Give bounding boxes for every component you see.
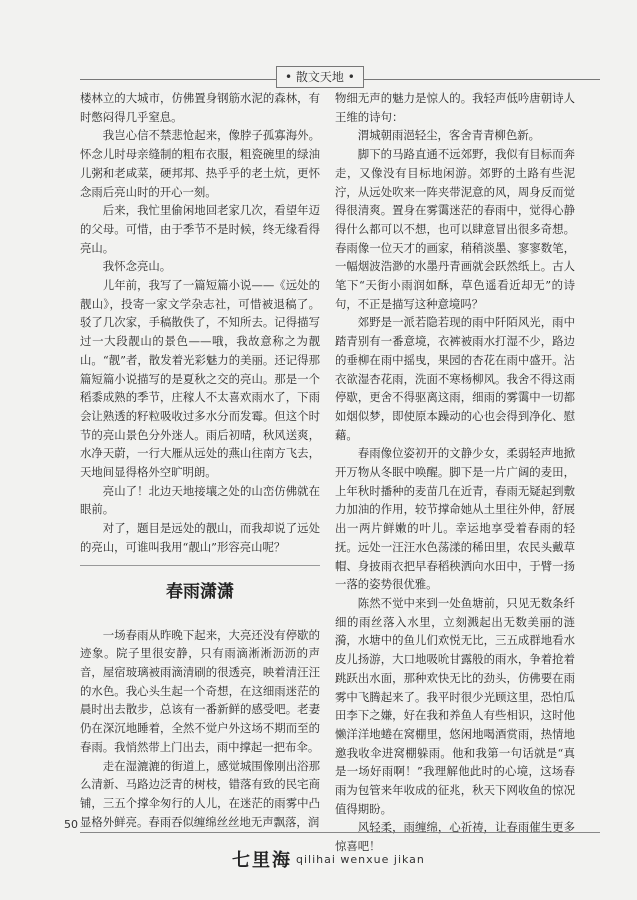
left-column [80, 89, 320, 831]
paragraph: 后来，我忙里偷闲地回老家几次，看望年迈的父母。可惜，由于季节不是时候，终无缘看得亮山。 [80, 203, 320, 255]
paragraph: 物细无声的魅力是惊人的。我轻声低吟唐朝诗人王维的诗句： [335, 91, 575, 124]
paragraph: 楼林立的大城市，仿佛置身钢筋水泥的森林，有时憋闷得几乎窒息。 [80, 91, 320, 124]
poem-line: 渭城朝雨浥轻尘，客舍青青柳色新。 [357, 128, 541, 143]
paragraph: 脚下的马路直通不远郊野，我似有目标而奔走，又像没有目标地闲游。郊野的土路有些泥泞，从远处吹来一阵夹带泥意的风，周身反而觉得很清爽。置身在雾霭迷茫的春雨中，觉得心静得什么都可以不想，也可以肆意冒出很多奇想。春雨像一位天才的画家，稍稍淡墨、寥寥数笔，一幅烟波浩渺的水墨丹青画就会跃然纸上。古人笔下“天街小雨润如酥，草色遥看近却无”的诗句，不正是描写这种意境吗？ [335, 147, 575, 311]
paragraph: 一场春雨从昨晚下起来，大亮还没有停歇的迹象。院子里很安静，只有雨滴淅淅沥沥的声音，屋宿玻璃被雨滴清刷的很透亮，映着清汪汪的水色。我心头生起一个奇想，在这细雨迷茫的晨时出去散步，总该有一番新鲜的感受吧。老妻仍在深沉地睡着，全然不觉户外这场不期而至的春雨。我悄然带上门出去，雨中撑起一把布伞。 [80, 627, 320, 754]
paragraph: 亮山了！北边天地接壤之处的山峦仿佛就在眼前。 [80, 483, 320, 517]
magazine-name-logo: 七里海 [232, 850, 292, 871]
closing-line: 风轻柔，雨缠绵，心祈祷，让春雨催生更多惊喜吧！ [335, 820, 575, 854]
paragraph: 郊野是一派若隐若现的雨中阡陌风光，雨中踏青别有一番意境，衣裤被雨水打湿不少，路边的垂柳在雨中摇曳，果园的杏花在雨中盛开。沾衣欲湿杏花雨，洗面不寒杨柳风。我舍不得这雨停歇，更舍不得驱离这雨，细雨的雾霭中一切都如烟似梦，即使原本躁动的心也会得到净化、慰藉。 [335, 315, 575, 442]
magazine-pinyin: qilihai wenxue jikan [296, 853, 425, 866]
paragraph: 春雨像位姿初开的文静少女，柔弱轻声地掀开万物从冬眠中唤醒。脚下是一片广阔的麦田，上年秋时播种的麦苗几在近青，春雨无疑起到敷力加油的作用，较节撑命她从土里往外伸，舒展出一两片鲜嫩的叶儿。幸运地享受着春雨的轻抚。远处一汪汪水色荡漾的稀田里，农民头戴草帽、身披雨衣把早春稻秧洒向水田中，于臂一扬一落的姿势很优雅。 [335, 446, 575, 592]
paragraph: 我怀念亮山。 [102, 259, 172, 274]
paragraph: 陈然不觉中来到一处鱼塘前，只见无数条纤细的雨丝落入水里，立刻溅起出无数美丽的涟漪，水塘中的鱼儿们欢悦无比，三五成群地看水皮儿扬游，大口地吸吮甘露般的雨水，争着抢着跳跃出水面，那种欢快无比的劲头，仿佛要在雨雾中飞腾起来了。我平时很少光顾这里，恐怕瓜田李下之嫌，好在我和养鱼人有些相识，这时他懒洋洋地蜷在窝棚里，悠闲地喝酒赏雨，热情地邀我收伞进窝棚躲雨。他和我第一句话就是“真是一场好雨啊！”我理解他此时的心境，这场春雨为包管来年收成的征兆，秋天下网收鱼的惊况值得期盼。 [335, 595, 575, 816]
bottom-rule [80, 832, 600, 833]
paragraph: 对了，题目是远处的靓山，而我却说了远处的亮山，可谁叫我用“靓山”形容亮山呢？ [80, 521, 320, 554]
section-label: • 散文天地 • [276, 66, 364, 88]
paragraph: 走在湿漉漉的街道上，感觉城围像刚出浴那么清新、马路边泛青的树枝，错落有致的民宅商铺，三五个撑伞匆行的人儿，在迷茫的雨雾中凸显格外鲜亮。春雨吞似缠绵丝丝地无声飘落，润 [80, 758, 320, 829]
paragraph: 儿年前，我写了一篇短篇小说——《远处的靓山》，投寄一家文学杂志社，可惜被退稿了。驳了几次家，手稿散佚了，不知所去。记得描写过一大段靓山的景色——哦，我故意称之为靓山。“靓”者，散发着光彩魅力的美丽。还记得那篇短篇小说描写的是夏秋之交的亮山。那是一个稻黍成熟的季节，庄稼人不太喜欢雨水了，下雨会让熟透的籽粒吸收过多水分而发霉。但这个时节的亮山景色分外迷人。雨后初晴，秋风送爽，水净天蔚，一行大雁从远处的燕山往南方飞去，天地间显得格外空旷明朗。 [80, 278, 320, 480]
page-number: 50 [64, 818, 78, 831]
article-title: 春雨潇潇 [80, 565, 320, 620]
right-column [335, 89, 575, 856]
paragraph: 我岂心信不禁悲怆起来，像脖子孤寡海外。怀念儿时母亲缝制的粗布衣服，粗瓷碗里的绿油儿粥和老咸菜，硬邦邦、热乎乎的老土炕，更怀念雨后亮山时的开心一刻。 [80, 128, 320, 199]
